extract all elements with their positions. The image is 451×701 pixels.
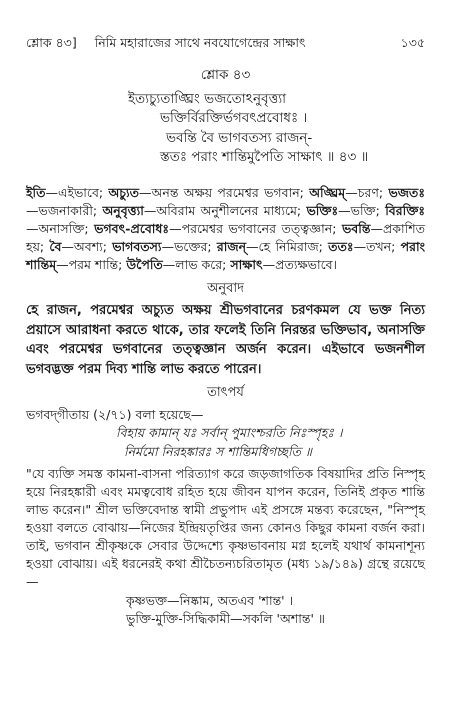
cc-quote-line: ভুক্তি-মুক্তি-সিদ্ধিকামী—সকলি 'অশান্ত' ॥ <box>126 610 325 626</box>
purport-body: "যে ব্যক্তি সমস্ত কামনা-বাসনা পরিত্যাগ করে জড়জাগতিক বিষয়াদির প্রতি নিস্পৃহ হয়ে নিরহঙ্কারী এবং মমত্ববোধ রহিত হয়ে জীবন যাপন করেন, তিনিই প্রকৃত শান্তি লাভ করেন।" শ্রীল ভক্তিবেদান্ত স্বামী প্রভুপাদ এই প্রসঙ্গে মন্তব্য করেছেন, "নিস্পৃহ হওয়া বলতে বোঝায়—নিজের ইন্দ্রিয়তৃপ্তির জন্য কোনও কিছুর কামনা বর্জন করা। তাই, ভগবান শ্রীকৃষ্ণকে সেবার উদ্দেশ্যে কৃষ্ণভাবনায় মগ্ন হলেই যথার্থ কামনাশূন্য হওয়া বোঝায়। এই ধরনেরই কথা শ্রীচৈতন্যচরিতামৃত (মধ্য ১৯/১৪৯) গ্রন্থে রয়েছে— <box>26 465 425 590</box>
verse-title: শ্লোক ৪৩ <box>200 67 251 84</box>
synonym-meaning: —প্রকাশিত হয়; <box>26 221 425 255</box>
synonym-word: ইতি <box>26 184 46 200</box>
header-chapter-title: নিমি মহারাজের সাথে নবযোগেন্দ্রের সাক্ষাৎ <box>94 35 306 50</box>
header-verse-ref: শ্লোক ৪৩] <box>26 35 77 50</box>
synonym-meaning: —অবশ্য; <box>61 239 113 255</box>
synonym-word: ভক্তিঃ <box>306 203 339 219</box>
purport-intro: ভগবদ্‌গীতায় (২/৭১) বলা হয়েছে— <box>26 407 204 423</box>
synonym-word: উপৈতি <box>126 257 163 273</box>
purport-heading: তাৎপর্য <box>207 385 244 401</box>
synonym-word: সাক্ষাৎ <box>230 257 263 273</box>
synonym-meaning: —পরমেশ্বর ভগবানের তত্ত্বজ্ঞান; <box>169 221 342 237</box>
cc-quote-line: কৃষ্ণভক্ত—নিষ্কাম, অতএব 'শান্ত' । <box>126 592 294 608</box>
synonym-word: পরাং শান্তিম্ <box>26 239 425 273</box>
synonym-meaning: —পরম শান্তি; <box>56 257 127 273</box>
synonym-meaning: —প্রত্যক্ষভাবে। <box>262 257 338 273</box>
synonym-meaning: —অবিরাম অনুশীলনের মাধ্যমে; <box>143 203 307 219</box>
synonym-meaning: —লাভ করে; <box>162 257 231 273</box>
synonym-word: অঙ্ঘ্রিম্ <box>309 184 346 200</box>
synonym-word: ততঃ <box>328 239 354 255</box>
synonym-meaning: —হে নিমিরাজ; <box>246 239 329 255</box>
synonym-meaning: —এইভাবে; <box>45 184 109 200</box>
verse-line: ভক্তির্বিরক্তির্ভগবৎপ্রবোধঃ । <box>160 110 308 127</box>
gita-quote-line: নির্মমো নিরহঙ্কারঃ স শান্তিমধিগচ্ছতি ॥ <box>124 443 312 459</box>
synonym-meaning: —অনন্ত অক্ষয় পরমেশ্বর ভগবান; <box>139 184 310 200</box>
synonym-word: বৈ <box>49 239 62 255</box>
synonym-meaning: —ভজনাকারী; <box>26 203 103 219</box>
verse-line: ভবন্তি বৈ ভাগবতস্য রাজন্‌- <box>166 129 313 146</box>
synonym-word: বিরক্তিঃ <box>385 203 425 219</box>
synonym-meaning: —অনাসক্তি; <box>26 221 95 237</box>
synonym-meaning: —চরণ; <box>345 184 389 200</box>
synonym-word: ভগবৎ-প্রবোধঃ <box>94 221 170 237</box>
header-page-number: ১৩৫ <box>400 35 425 50</box>
verse-line: স্ততঃ পরাং শান্তিমুপৈতি সাক্ষাৎ ॥ ৪৩ ॥ <box>160 149 369 166</box>
translation-heading: অনুবাদ <box>207 280 244 296</box>
synonym-word: অচ্যুত <box>108 184 140 200</box>
translation-text: হে রাজন, পরমেশ্বর অচ্যুত অক্ষয় শ্রীভগবানের চরণকমল যে ভক্ত নিত্য প্রয়াসে আরাধনা করতে থাকে, তার ফলেই তিনি নিরন্তর ভক্তিভাব, অনাসক্তি এবং পরমেশ্বর ভগবানের তত্ত্বজ্ঞান অর্জন করেন। এইভাবে ভজনশীল ভগবদ্ভক্ত পরম দিব্য শান্তি লাভ করতে পারেন। <box>26 303 425 377</box>
gita-quote-line: বিহায় কামান্ যঃ সর্বান্ পুমাংশ্চরতি নিঃস্পৃহঃ । <box>116 425 343 441</box>
synonym-meaning: —তখন; <box>353 239 401 255</box>
synonym-word: অনুবৃত্ত্যা <box>102 203 144 219</box>
synonym-word: ভবন্তি <box>341 221 371 237</box>
verse-line: ইত্যচ্যুতাঙ্ঘ্রিং ভজতোঽনুবৃত্ত্যা <box>128 90 287 107</box>
synonym-word: রাজন্ <box>216 239 247 255</box>
synonym-meaning: —ভক্তি; <box>338 203 386 219</box>
synonym-word: ভাগবতস্য <box>112 239 162 255</box>
synonym-word: ভজতঃ <box>388 184 425 200</box>
synonym-meaning: —ভক্তের; <box>161 239 217 255</box>
sanskrit-verse <box>26 66 425 168</box>
word-for-word-synonyms <box>26 184 425 275</box>
page-header <box>26 34 425 52</box>
